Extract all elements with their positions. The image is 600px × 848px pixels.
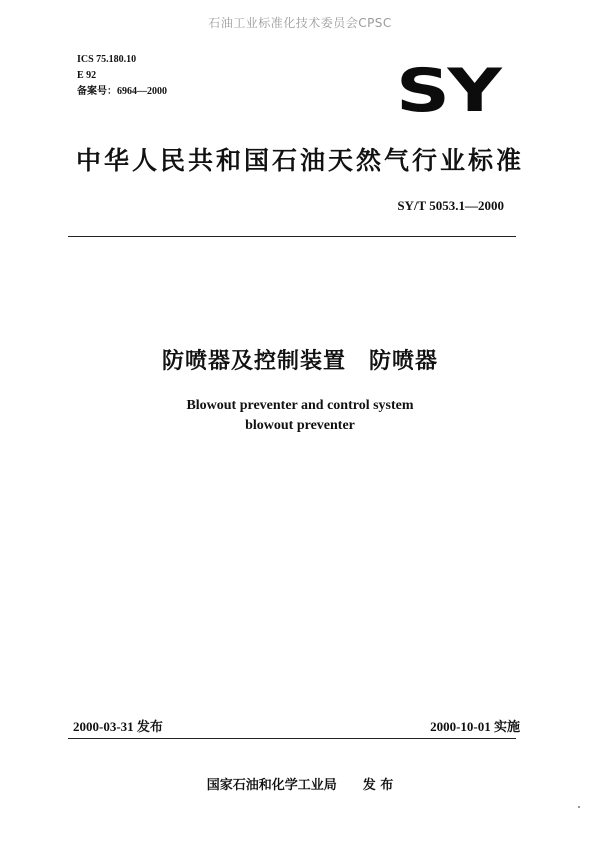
filing-number: 备案号：6964—2000 [77, 86, 167, 97]
title-en-line1: Blowout preventer and control system [186, 398, 414, 413]
publisher: 国家石油和化学工业局 发 布 [206, 778, 394, 793]
bottom-divider [68, 738, 516, 739]
watermark: 石油工业标准化技术委员会CPSC [208, 16, 392, 30]
issue-date: 2000-03-31 发布 [73, 719, 163, 734]
ics-code: ICS 75.180.10 [77, 54, 137, 65]
scan-speck [578, 806, 580, 808]
document-title-en [0, 396, 600, 436]
title-en-line2: blowout preventer [245, 418, 355, 433]
document-title-cn: 防喷器及控制装置 防喷器 [161, 349, 438, 374]
sy-logo: SY [396, 56, 500, 126]
standard-metadata [77, 52, 167, 100]
category-code: E 92 [77, 70, 97, 81]
top-divider [68, 236, 516, 237]
effective-date: 2000-10-01 实施 [430, 719, 520, 734]
national-standard-title: 中华人民共和国石油天然气行业标准 [75, 146, 524, 175]
standard-code: SY/T 5053.1—2000 [397, 198, 504, 213]
